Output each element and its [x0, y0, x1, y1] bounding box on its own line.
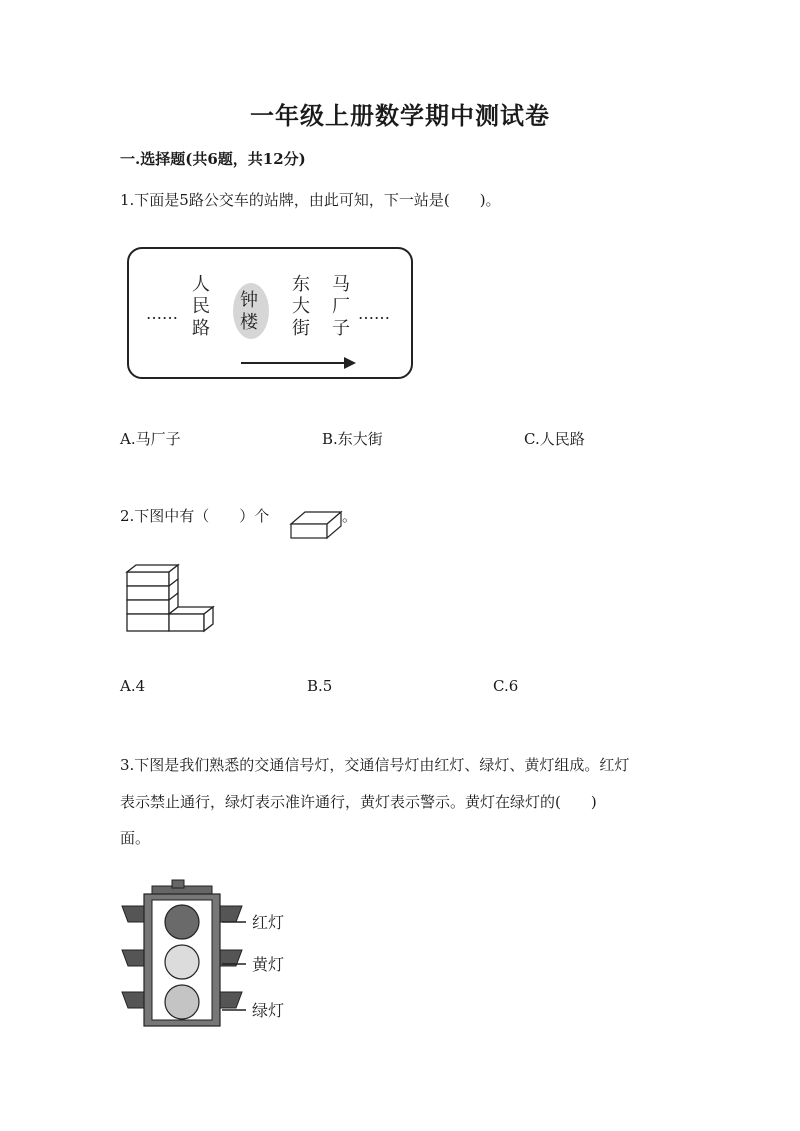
q1-option-c[interactable]: C.人民路 [524, 430, 585, 448]
label-yellow-light: 黄灯 [252, 955, 285, 974]
sign-stop3-char2: 大 [292, 296, 310, 317]
sign-stop3-char3: 街 [292, 318, 310, 339]
sign-current-char2: 楼 [240, 312, 258, 333]
sign-stop1-char3: 路 [192, 318, 210, 339]
q1-option-b[interactable]: B.东大街 [322, 430, 383, 448]
question-3-line-1: 3.下图是我们熟悉的交通信号灯，交通信号灯由红灯、绿灯、黄灯组成。红灯 [120, 756, 630, 774]
sign-current-char1: 钟 [240, 290, 258, 311]
red-light [165, 905, 199, 939]
question-3-line-3: 面。 [120, 829, 151, 847]
q1-option-a[interactable]: A.马厂子 [120, 430, 181, 448]
page-title: 一年级上册数学期中测试卷 [250, 101, 550, 130]
question-1-stem: 1.下面是5路公交车的站牌，由此可知，下一站是( )。 [120, 191, 501, 209]
q2-option-a[interactable]: A.4 [120, 677, 146, 695]
cuboid-icon [289, 502, 345, 540]
question-3-line-2: 表示禁止通行，绿灯表示准许通行，黄灯表示警示。黄灯在绿灯的( ) [120, 793, 597, 811]
green-light [165, 985, 199, 1019]
traffic-light-figure [118, 876, 304, 1032]
q2-option-b[interactable]: B.5 [307, 677, 333, 695]
sign-stop4-char2: 厂 [332, 296, 350, 317]
sign-stop3-char1: 东 [292, 274, 310, 295]
sign-stop1-char2: 民 [192, 296, 210, 317]
sign-dots-right: …… [358, 304, 390, 323]
section-heading: 一.选择题(共6题，共12分) [120, 150, 306, 168]
label-red-light: 红灯 [252, 913, 285, 932]
sign-stop4-char3: 子 [332, 318, 350, 339]
question-2-stem: 2.下图中有（ ）个 [120, 507, 270, 525]
sign-stop4-char1: 马 [332, 274, 350, 295]
sign-dots-left: …… [146, 304, 178, 323]
q2-option-c[interactable]: C.6 [493, 677, 519, 695]
label-green-light: 绿灯 [252, 1001, 285, 1020]
question-2-stem-end: 。 [342, 507, 358, 525]
yellow-light [165, 945, 199, 979]
bus-stop-sign [126, 246, 416, 382]
sign-stop1-char1: 人 [192, 274, 210, 295]
stacked-cuboids-figure [124, 562, 218, 636]
